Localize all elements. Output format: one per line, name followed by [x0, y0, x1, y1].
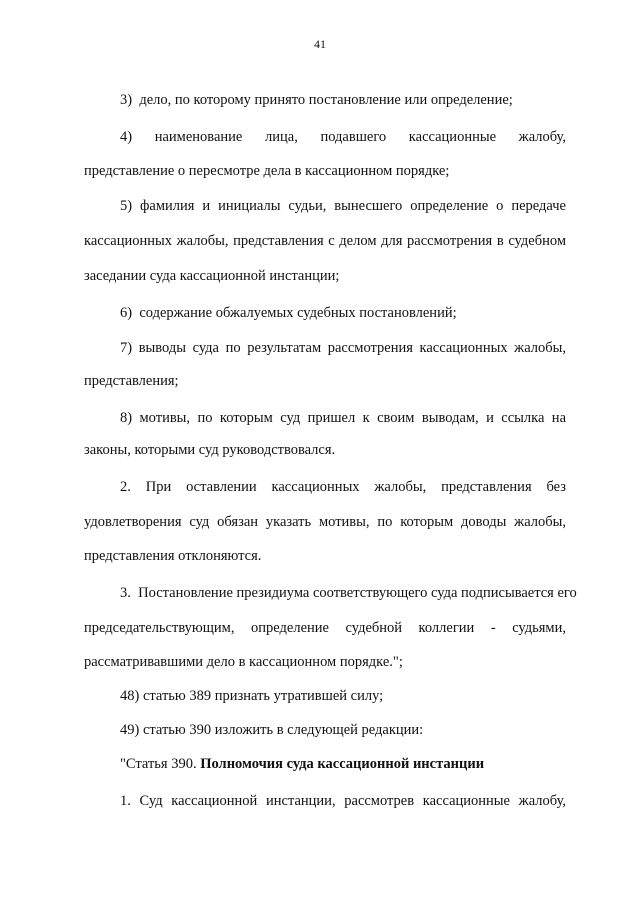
text-line: представления;: [84, 373, 179, 389]
text-line: 2. При оставлении кассационных жалобы, представления без: [120, 479, 566, 495]
text-line: 7) выводы суда по результатам рассмотрения кассационных жалобы,: [120, 340, 566, 356]
page-number: 41: [314, 37, 326, 51]
article-prefix: "Статья 390.: [120, 756, 201, 772]
text-line: 6) содержание обжалуемых судебных постановлений;: [120, 305, 457, 321]
text-line: законы, которыми суд руководствовался.: [84, 442, 336, 458]
text-line: 4) наименование лица, подавшего кассационные жалобу,: [120, 129, 566, 145]
article-heading: [120, 754, 566, 774]
text-line: 48) статью 389 признать утратившей силу;: [120, 688, 384, 704]
text-line: представления отклоняются.: [84, 548, 262, 564]
article-title: Полномочия суда кассационной инстанции: [200, 756, 485, 772]
text-line: удовлетворения суд обязан указать мотивы, по которым доводы жалобы,: [84, 514, 566, 530]
text-line: 1. Суд кассационной инстанции, рассмотрев кассационные жалобу,: [120, 793, 566, 809]
text-line: 49) статью 390 изложить в следующей редакции:: [120, 722, 424, 738]
text-line: 5) фамилия и инициалы судьи, вынесшего определение о передаче: [120, 198, 566, 214]
text-line: представление о пересмотре дела в кассационном порядке;: [84, 163, 450, 179]
text-line: заседании суда кассационной инстанции;: [84, 268, 340, 284]
text-line: рассматривавшими дело в кассационном порядке.";: [84, 654, 403, 670]
text-line: председательствующим, определение судебной коллегии - судьями,: [84, 620, 566, 636]
text-line: 3) дело, по которому принято постановление или определение;: [120, 92, 513, 108]
text-line: кассационных жалобы, представления с делом для рассмотрения в судебном: [84, 233, 566, 249]
text-line: 3. Постановление президиума соответствующего суда подписывается его: [120, 585, 577, 601]
text-line: 8) мотивы, по которым суд пришел к своим выводам, и ссылка на: [120, 410, 566, 426]
